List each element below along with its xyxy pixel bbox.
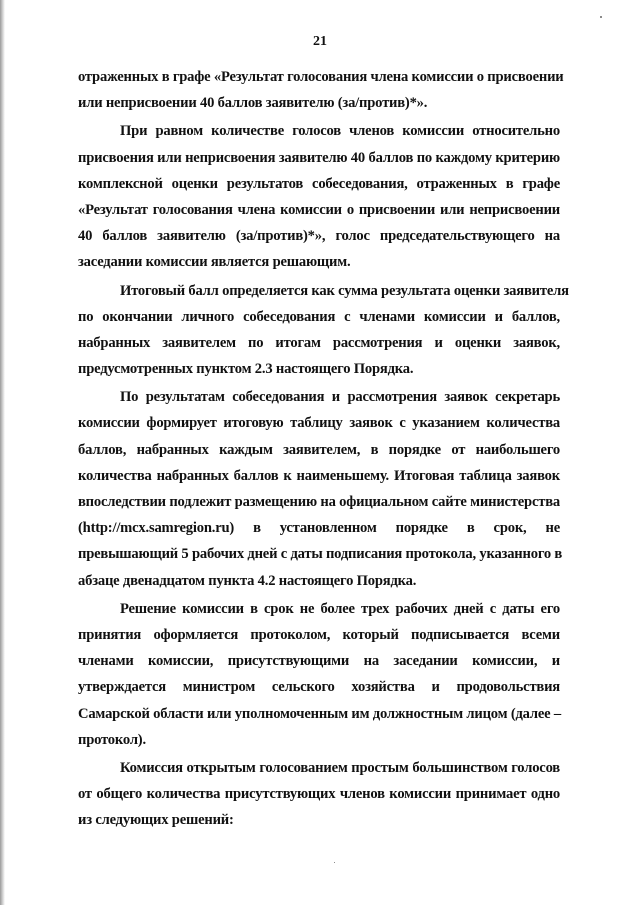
text-line: присвоения или неприсвоения заявителю 40 баллов по каждому критерию: [78, 149, 560, 166]
text-line: Самарской области или уполномоченным им должностным лицом (далее –: [78, 705, 561, 722]
text-line: по окончании личного собеседования с членами комиссии и баллов,: [78, 308, 560, 325]
text-line: комплексной оценки результатов собеседования, отраженных в графе: [78, 175, 560, 192]
text-line: Комиссия открытым голосованием простым большинством голосов: [120, 759, 560, 776]
text-line: 40 баллов заявителю (за/против)*», голос председательствующего на: [78, 228, 560, 245]
text-line: или неприсвоении 40 баллов заявителю (за/против)*».: [78, 95, 428, 112]
text-line: из следующих решений:: [78, 812, 234, 829]
text-line: абзаце двенадцатом пункта 4.2 настоящего Порядка.: [78, 572, 417, 589]
text-line: По результатам собеседования и рассмотрения заявок секретарь: [120, 389, 560, 406]
text-line: членами комиссии, присутствующими на заседании комиссии, и: [78, 653, 560, 670]
body-text: [78, 64, 569, 833]
text-line: Итоговый балл определяется как сумма результата оценки заявителя: [120, 282, 569, 299]
text-line: утверждается министром сельского хозяйства и продовольствия: [78, 679, 560, 696]
text-line: количества набранных баллов к наименьшему. Итоговая таблица заявок: [78, 467, 560, 484]
scan-speck: [334, 862, 335, 863]
text-line: протокол).: [78, 731, 146, 748]
text-line: баллов, набранных каждым заявителем, в порядке от наибольшего: [78, 441, 560, 458]
text-line: принятия оформляется протоколом, который подписывается всеми: [78, 626, 560, 643]
text-line: заседании комиссии является решающим.: [78, 254, 351, 271]
text-line: превышающий 5 рабочих дней с даты подписания протокола, указанного в: [78, 546, 563, 563]
text-line: «Результат голосования члена комиссии о присвоении или неприсвоении: [78, 201, 560, 218]
text-line: При равном количестве голосов членов комиссии относительно: [120, 123, 560, 140]
text-line: от общего количества присутствующих членов комиссии принимает одно: [78, 786, 560, 803]
text-line: набранных заявителем по итогам рассмотрения и оценки заявок,: [78, 334, 560, 351]
text-line: комиссии формирует итоговую таблицу заявок с указанием количества: [78, 415, 560, 432]
text-line: впоследствии подлежит размещению на официальном сайте министерства: [78, 494, 560, 510]
scan-speck: [600, 16, 602, 18]
text-line: (http://mcx.samregion.ru) в установленном порядке в срок, не: [78, 520, 560, 537]
text-line: отраженных в графе «Результат голосования члена комиссии о присвоении: [78, 69, 564, 85]
page-number: 21: [313, 34, 327, 49]
text-line: Решение комиссии в срок не более трех рабочих дней с даты его: [120, 600, 560, 617]
text-line: предусмотренных пунктом 2.3 настоящего Порядка.: [78, 361, 414, 378]
scan-edge-shadow: [0, 0, 5, 905]
